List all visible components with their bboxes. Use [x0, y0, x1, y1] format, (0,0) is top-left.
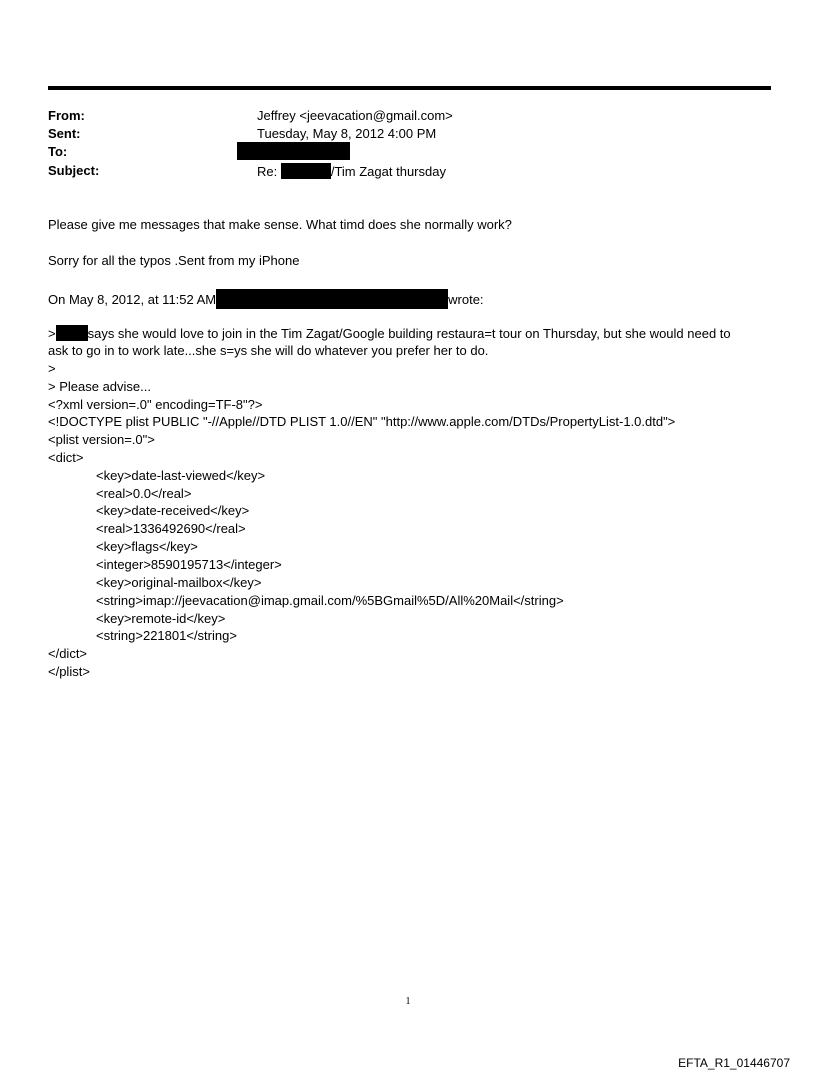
- header-rule: [48, 86, 771, 90]
- xml-line: <key>date-received</key>: [96, 503, 250, 518]
- redaction-block: [281, 163, 331, 179]
- subject-label: Subject:: [48, 163, 100, 178]
- redaction-block: [216, 289, 448, 309]
- body-line: [48, 289, 484, 309]
- quote-line: > Please advise...: [48, 379, 151, 394]
- quote-line: ask to go in to work late...she s=ys she will do whatever you prefer her to do.: [48, 343, 489, 358]
- from-label: From:: [48, 108, 85, 123]
- redaction-block: [237, 142, 350, 160]
- to-value: [237, 142, 350, 160]
- xml-line: <integer>8590195713</integer>: [96, 557, 282, 572]
- sent-value: Tuesday, May 8, 2012 4:00 PM: [257, 126, 437, 141]
- xml-line: <dict>: [48, 450, 84, 465]
- xml-line: <string>imap://jeevacation@imap.gmail.com/%5BGmail%5D/All%20Mail</string>: [96, 593, 564, 608]
- xml-line: <key>flags</key>: [96, 539, 198, 554]
- from-value: Jeffrey <jeevacation@gmail.com>: [257, 108, 453, 123]
- xml-line: <key>date-last-viewed</key>: [96, 468, 266, 483]
- quote-line: [48, 325, 731, 341]
- wrote-suffix: wrote:: [448, 292, 484, 307]
- body-line: Please give me messages that make sense. What timd does she normally work?: [48, 217, 512, 232]
- on-date-prefix: On May 8, 2012, at 11:52 AM: [48, 292, 217, 307]
- quote-text: says she would love to join in the Tim Zagat/Google building restaura=t tour on Thursday, but she would need to: [87, 326, 731, 341]
- body-line: Sorry for all the typos .Sent from my iPhone: [48, 253, 300, 268]
- xml-line: </plist>: [48, 664, 90, 679]
- subject-prefix: Re:: [257, 164, 281, 179]
- quote-marker: >: [48, 326, 56, 341]
- xml-line: <string>221801</string>: [96, 628, 237, 643]
- to-label: To:: [48, 144, 68, 159]
- xml-line: <key>remote-id</key>: [96, 611, 226, 626]
- xml-line: <real>0.0</real>: [96, 486, 192, 501]
- xml-line: </dict>: [48, 646, 88, 661]
- sent-label: Sent:: [48, 126, 81, 141]
- xml-line: <real>1336492690</real>: [96, 521, 246, 536]
- xml-line: <key>original-mailbox</key>: [96, 575, 262, 590]
- document-id: EFTA_R1_01446707: [678, 1056, 790, 1070]
- xml-line: <plist version=.0">: [48, 432, 155, 447]
- xml-line: <?xml version=.0" encoding=TF-8"?>: [48, 397, 263, 412]
- page-number: 1: [405, 996, 411, 1007]
- subject-value: [257, 163, 446, 179]
- xml-line: <!DOCTYPE plist PUBLIC "-//Apple//DTD PLIST 1.0//EN" "http://www.apple.com/DTDs/PropertyList-1.0.dtd">: [48, 414, 676, 429]
- quote-line: >: [48, 361, 56, 376]
- redaction-block: [56, 325, 88, 341]
- subject-suffix: /Tim Zagat thursday: [330, 164, 446, 179]
